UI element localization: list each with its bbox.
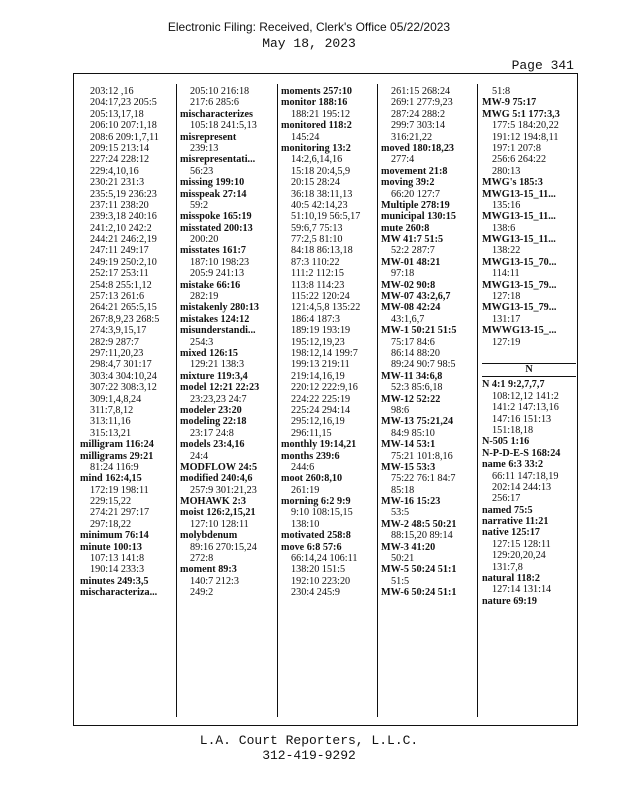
index-page-refs: 97:18: [391, 268, 415, 280]
index-page-refs: 75:22 76:1 84:7: [391, 473, 456, 485]
index-page-refs: 269:1 277:9,23: [391, 97, 453, 109]
index-term: MW-14 53:1: [381, 439, 436, 451]
index-page-refs: 261:19: [291, 484, 320, 496]
index-term: mistakes 124:12: [180, 313, 250, 325]
index-term: morning 6:2 9:9: [281, 496, 351, 508]
index-page-refs: 190:14 233:3: [90, 564, 145, 576]
index-page-refs: 9:10 108:15,15: [291, 507, 353, 519]
index-term: MWG13-15_11...: [482, 188, 556, 200]
index-page-refs: 53:5: [391, 507, 410, 519]
index-page-refs: 36:18 38:11,13: [291, 188, 353, 200]
index-page-refs: 229:4,10,16: [90, 165, 139, 177]
index-page-refs: 244:6: [291, 461, 315, 473]
index-term: Multiple 278:19: [381, 199, 450, 211]
column-divider: [477, 84, 478, 717]
index-term: narrative 11:21: [482, 516, 549, 528]
index-page-refs: 66:11 147:18,19: [492, 470, 559, 482]
index-page-refs: 127:15 128:11: [492, 538, 551, 550]
index-page-refs: 14:2,6,14,16: [291, 154, 343, 166]
index-page-refs: 298:4,7 301:17: [90, 359, 152, 371]
index-page-refs: 247:11 249:17: [90, 245, 149, 257]
column-divider: [277, 84, 278, 717]
index-term: modeler 23:20: [180, 404, 242, 416]
index-page-refs: 239:3,18 240:16: [90, 211, 157, 223]
index-page-refs: 315:13,21: [90, 427, 132, 439]
index-page-refs: 202:14 244:13: [492, 481, 552, 493]
index-term: molybdenum: [180, 530, 238, 542]
index-page-refs: [482, 348, 576, 359]
index-page-refs: 205:13,17,18: [90, 108, 144, 120]
index-term: mistakenly 280:13: [180, 302, 259, 314]
index-page-refs: 199:13 219:11: [291, 359, 350, 371]
index-page-refs: 311:7,8,12: [90, 404, 134, 416]
index-page-refs: 129:20,20,24: [492, 550, 546, 562]
index-page-refs: 309:1,4,8,24: [90, 393, 142, 405]
index-page-refs: 189:19 193:19: [291, 325, 351, 337]
index-page-refs: 127:19: [492, 336, 521, 348]
index-page-refs: 307:22 308:3,12: [90, 382, 157, 394]
index-page-refs: 299:7 303:14: [391, 120, 446, 132]
index-page-refs: 81:24 116:9: [90, 461, 139, 473]
index-page-refs: 282:19: [190, 291, 219, 303]
index-page-refs: 208:6 209:1,7,11: [90, 131, 159, 143]
index-term: monitor 188:16: [281, 97, 348, 109]
index-page-refs: 115:22 120:24: [291, 291, 350, 303]
index-page-refs: 66:20 127:7: [391, 188, 440, 200]
index-term: natural 118:2: [482, 573, 541, 585]
index-page-refs: 257:13 261:6: [90, 291, 145, 303]
index-term: minutes 249:3,5: [80, 575, 149, 587]
index-page-refs: 52:2 287:7: [391, 245, 435, 257]
index-page-refs: 75:21 101:8,16: [391, 450, 453, 462]
column-divider: [176, 84, 177, 717]
index-term: moot 260:8,10: [281, 473, 343, 485]
index-page-refs: 121:4,5,8 135:22: [291, 302, 361, 314]
index-page-refs: 191:12 194:8,11: [492, 131, 559, 143]
index-page-refs: 252:17 253:11: [90, 268, 149, 280]
index-term: mischaracterizes: [180, 108, 253, 120]
index-page-refs: 23:23,23 24:7: [190, 393, 247, 405]
index-term: misunderstandi...: [180, 325, 256, 337]
index-page-refs: 205:9 241:13: [190, 268, 245, 280]
index-section-letter: N: [482, 363, 576, 377]
index-page-refs: 313:11,16: [90, 416, 131, 428]
index-page-refs: 187:10 198:23: [190, 256, 250, 268]
index-page-refs: 241:2,10 242:2: [90, 222, 152, 234]
index-page-refs: 50:21: [391, 553, 415, 565]
index-term: modified 240:4,6: [180, 473, 253, 485]
index-term: MWG13-15_11...: [482, 211, 556, 223]
filing-stamp: Electronic Filing: Received, Clerk's Office 05/22/2023: [167, 20, 451, 34]
index-term: nature 69:19: [482, 595, 537, 607]
index-page-refs: 230:21 231:3: [90, 177, 145, 189]
index-term: motivated 258:8: [281, 530, 351, 542]
index-page-refs: 85:18: [391, 484, 415, 496]
index-page-refs: 127:10 128:11: [190, 518, 249, 530]
index-page-refs: 274:3,9,15,17: [90, 325, 147, 337]
index-page-refs: 89:16 270:15,24: [190, 541, 257, 553]
index-page-refs: 114:11: [492, 268, 520, 280]
index-page-refs: 205:10 216:18: [190, 86, 250, 97]
index-page-refs: 267:8,9,23 268:5: [90, 313, 160, 325]
index-page-refs: 138:20 151:5: [291, 564, 346, 576]
index-page-refs: 296:11,15: [291, 427, 332, 439]
index-page-refs: 206:10 207:1,18: [90, 120, 157, 132]
index-page-refs: 256:6 264:22: [492, 154, 547, 166]
index-term: models 23:4,16: [180, 439, 245, 451]
index-page-refs: 56:23: [190, 165, 214, 177]
index-page-refs: 177:5 184:20,22: [492, 120, 559, 132]
index-term: moments 257:10: [281, 86, 353, 97]
index-page-refs: 203:12 ,16: [90, 86, 134, 97]
index-page-refs: 151:18,18: [492, 424, 534, 436]
index-page-refs: 237:11 238:20: [90, 199, 149, 211]
index-page-refs: 220:12 222:9,16: [291, 382, 358, 394]
index-page-refs: 277:4: [391, 154, 415, 166]
index-term: mind 162:4,15: [80, 473, 142, 485]
index-term: months 239:6: [281, 450, 340, 462]
index-term: MODFLOW 24:5: [180, 461, 258, 473]
index-term: MW-3 41:20: [381, 541, 436, 553]
index-page-refs: 77:2,5 81:10: [291, 234, 343, 246]
index-page-refs: 264:21 265:5,15: [90, 302, 157, 314]
index-term: modeling 22:18: [180, 416, 247, 428]
index-page-refs: 197:1 207:8: [492, 142, 541, 154]
index-page-refs: 131:7,8: [492, 561, 523, 573]
index-page-refs: 51:10,19 56:5,17: [291, 211, 361, 223]
index-page-refs: 239:13: [190, 142, 219, 154]
index-term: MW-08 42:24: [381, 302, 441, 314]
index-page-refs: 274:21 297:17: [90, 507, 150, 519]
index-page-refs: 52:3 85:6,18: [391, 382, 443, 394]
index-page-refs: 51:8: [492, 86, 511, 97]
index-term: monitoring 13:2: [281, 142, 351, 154]
index-page-refs: 127:18: [492, 291, 521, 303]
index-page-refs: 235:5,19 236:23: [90, 188, 157, 200]
index-frame: [73, 73, 578, 726]
index-page-refs: 254:8 255:1,12: [90, 279, 152, 291]
index-page-refs: 188:21 195:12: [291, 108, 351, 120]
index-page-refs: 75:17 84:6: [391, 336, 435, 348]
index-term: MW-9 75:17: [482, 97, 537, 109]
index-page-refs: 297:11,20,23: [90, 347, 144, 359]
index-page-refs: 249:2: [190, 587, 214, 599]
index-term: model 12:21 22:23: [180, 382, 260, 394]
transcript-date: May 18, 2023: [262, 36, 356, 51]
index-column-5: [482, 86, 576, 607]
index-page-refs: 15:18 20:4,5,9: [291, 165, 351, 177]
index-term: misrepresent: [180, 131, 237, 143]
index-page-refs: 224:22 225:19: [291, 393, 351, 405]
index-term: mixture 119:3,4: [180, 370, 248, 382]
index-term: moist 126:2,15,21: [180, 507, 256, 519]
index-page-refs: 200:20: [190, 234, 219, 246]
index-term: MW-15 53:3: [381, 461, 436, 473]
index-term: MWG13-15_79...: [482, 279, 557, 291]
index-page-refs: 105:18 241:5,13: [190, 120, 257, 132]
index-page-refs: 66:14,24 106:11: [291, 553, 358, 565]
index-page-refs: 244:21 246:2,19: [90, 234, 157, 246]
index-page-refs: 249:19 250:2,10: [90, 256, 157, 268]
index-term: MW-11 34:6,8: [381, 370, 443, 382]
index-page-refs: 272:8: [190, 553, 214, 565]
index-page-refs: 138:10: [291, 518, 320, 530]
index-page-refs: 192:10 223:20: [291, 575, 351, 587]
index-term: N-P-D-E-S 168:24: [482, 447, 561, 459]
index-page-refs: 88:15,20 89:14: [391, 530, 453, 542]
index-term: monthly 19:14,21: [281, 439, 357, 451]
index-page-refs: 108:12,12 141:2: [492, 390, 559, 402]
index-page-refs: 98:6: [391, 404, 410, 416]
index-term: milligram 116:24: [80, 439, 154, 451]
page-number: Page 341: [511, 58, 574, 73]
index-term: MWG's 185:3: [482, 177, 543, 189]
index-page-refs: 129:21 138:3: [190, 359, 245, 371]
index-page-refs: 84:18 86:13,18: [291, 245, 353, 257]
index-term: MW-2 48:5 50:21: [381, 518, 457, 530]
index-term: name 6:3 33:2: [482, 459, 544, 471]
index-page-refs: 297:18,22: [90, 518, 132, 530]
index-term: municipal 130:15: [381, 211, 456, 223]
index-page-refs: 127:14 131:14: [492, 584, 552, 596]
index-page-refs: 59:2: [190, 199, 209, 211]
column-divider: [377, 84, 378, 717]
index-page-refs: 113:8 114:23: [291, 279, 345, 291]
index-term: MW-02 90:8: [381, 279, 436, 291]
reporter-company: L.A. Court Reporters, L.L.C.: [199, 733, 419, 748]
index-page-refs: 229:15,22: [90, 496, 132, 508]
index-column-4: [381, 86, 481, 599]
index-term: native 125:17: [482, 527, 541, 539]
index-term: N-505 1:16: [482, 436, 530, 448]
index-term: MWG13-15_70...: [482, 256, 557, 268]
index-term: MW-12 52:22: [381, 393, 441, 405]
index-page-refs: 40:5 42:14,23: [291, 199, 348, 211]
index-page-refs: 131:17: [492, 313, 521, 325]
index-page-refs: 209:15 213:14: [90, 142, 150, 154]
index-column-3: [281, 86, 381, 599]
index-page-refs: 138:22: [492, 245, 521, 257]
index-page-refs: 204:17,23 205:5: [90, 97, 157, 109]
index-page-refs: 23:17 24:8: [190, 427, 234, 439]
index-column-1: [80, 86, 180, 599]
index-page-refs: 43:1,6,7: [391, 313, 425, 325]
index-page-refs: 20:15 28:24: [291, 177, 340, 189]
index-term: movement 21:8: [381, 165, 448, 177]
index-page-refs: 282:9 287:7: [90, 336, 139, 348]
index-page-refs: 217:6 285:6: [190, 97, 239, 109]
index-page-refs: 261:15 268:24: [391, 86, 451, 97]
index-page-refs: 145:24: [291, 131, 320, 143]
index-page-refs: 59:6,7 75:13: [291, 222, 343, 234]
index-column-2: [180, 86, 280, 599]
index-page-refs: 198:12,14 199:7: [291, 347, 358, 359]
index-page-refs: 84:9 85:10: [391, 427, 435, 439]
index-term: mischaracteriza...: [80, 587, 158, 599]
index-term: named 75:5: [482, 504, 533, 516]
index-page-refs: 227:24 228:12: [90, 154, 150, 166]
index-page-refs: 107:13 141:8: [90, 553, 145, 565]
index-term: moving 39:2: [381, 177, 435, 189]
index-page-refs: 303:4 304:10,24: [90, 370, 157, 382]
index-page-refs: 257:9 301:21,23: [190, 484, 257, 496]
index-page-refs: 172:19 198:11: [90, 484, 149, 496]
index-term: minimum 76:14: [80, 530, 149, 542]
index-page-refs: 86:14 88:20: [391, 347, 440, 359]
index-term: MWG13-15_11...: [482, 234, 556, 246]
index-term: mixed 126:15: [180, 347, 239, 359]
reporter-phone: 312-419-9292: [262, 748, 356, 763]
index-term: MW-6 50:24 51:1: [381, 587, 457, 599]
index-term: mistake 66:16: [180, 279, 241, 291]
index-term: MOHAWK 2:3: [180, 496, 246, 508]
index-term: MW-1 50:21 51:5: [381, 325, 457, 337]
index-term: MWWG13-15_...: [482, 325, 557, 337]
index-page-refs: 135:16: [492, 199, 521, 211]
index-page-refs: 24:4: [190, 450, 209, 462]
index-term: MW 41:7 51:5: [381, 234, 444, 246]
index-term: misstated 200:13: [180, 222, 253, 234]
index-page-refs: 225:24 294:14: [291, 404, 351, 416]
index-page-refs: 89:24 90:7 98:5: [391, 359, 456, 371]
index-term: MWG13-15_79...: [482, 302, 557, 314]
index-term: misspoke 165:19: [180, 211, 252, 223]
index-page-refs: 195:12,19,23: [291, 336, 345, 348]
index-term: moment 89:3: [180, 564, 237, 576]
index-page-refs: 254:3: [190, 336, 214, 348]
index-term: MWG 5:1 177:3,3: [482, 108, 560, 120]
index-page-refs: 256:17: [492, 493, 521, 505]
index-term: milligrams 29:21: [80, 450, 154, 462]
index-page-refs: 111:2 112:15: [291, 268, 344, 280]
index-page-refs: 140:7 212:3: [190, 575, 239, 587]
index-term: minute 100:13: [80, 541, 142, 553]
index-term: N 4:1 9:2,7,7,7: [482, 379, 545, 391]
index-term: MW-01 48:21: [381, 256, 441, 268]
index-term: move 6:8 57:6: [281, 541, 342, 553]
index-term: MW-13 75:21,24: [381, 416, 454, 428]
index-page-refs: 316:21,22: [391, 131, 433, 143]
index-page-refs: 230:4 245:9: [291, 587, 340, 599]
index-term: misrepresentati...: [180, 154, 256, 166]
index-page-refs: 186:4 187:3: [291, 313, 340, 325]
index-term: misspeak 27:14: [180, 188, 247, 200]
index-page-refs: 51:5: [391, 575, 410, 587]
index-term: MW-16 15:23: [381, 496, 441, 508]
index-page-refs: 219:14,16,19: [291, 370, 345, 382]
index-page-refs: 141:2 147:13,16: [492, 402, 559, 414]
index-page-refs: 295:12,16,19: [291, 416, 345, 428]
index-page-refs: 147:16 151:13: [492, 413, 552, 425]
index-page-refs: 138:6: [492, 222, 516, 234]
index-term: mute 260:8: [381, 222, 430, 234]
index-page-refs: 287:24 288:2: [391, 108, 446, 120]
index-term: MW-07 43:2,6,7: [381, 291, 451, 303]
index-term: moved 180:18,23: [381, 142, 455, 154]
index-term: monitored 118:2: [281, 120, 352, 132]
index-term: missing 199:10: [180, 177, 245, 189]
index-term: misstates 161:7: [180, 245, 246, 257]
index-page-refs: 87:3 110:22: [291, 256, 340, 268]
index-term: MW-5 50:24 51:1: [381, 564, 457, 576]
index-page-refs: 280:13: [492, 165, 521, 177]
